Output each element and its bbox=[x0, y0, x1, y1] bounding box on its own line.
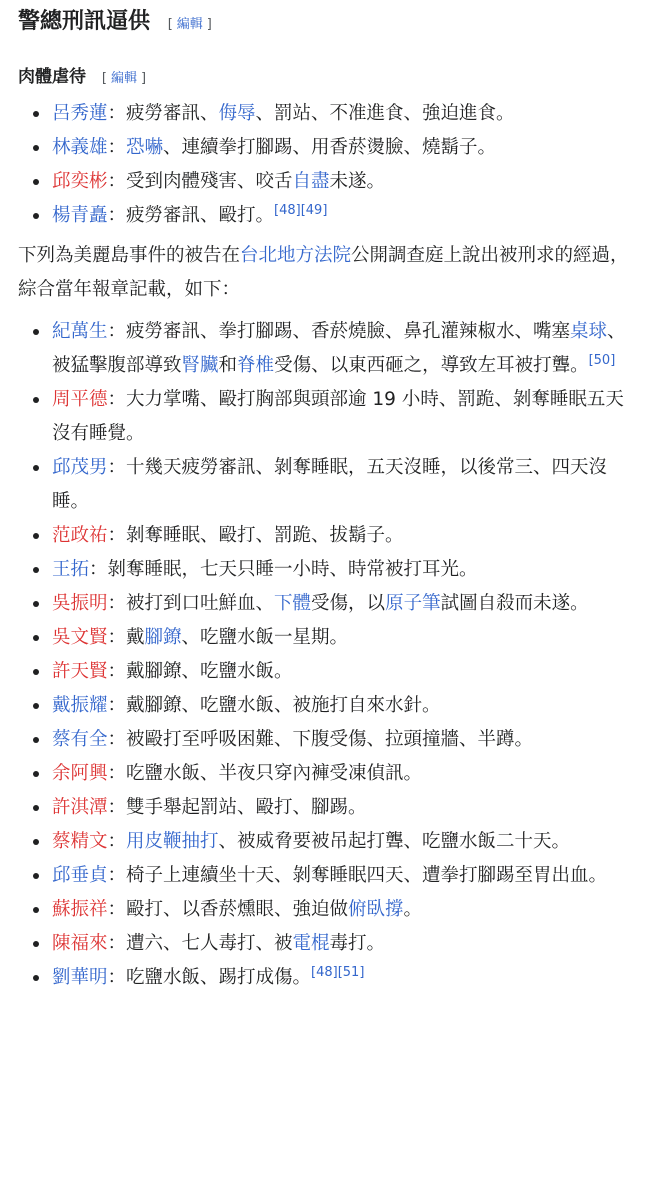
text-segment: ：疲勞審訊、毆打。 bbox=[107, 205, 275, 226]
text-segment: ：吃鹽水飯、半夜只穿內褲受凍偵訊。 bbox=[107, 763, 423, 784]
text-segment: ： bbox=[107, 831, 127, 852]
list-item bbox=[52, 893, 631, 927]
text-segment: 試圖自殺而未遂。 bbox=[440, 593, 589, 614]
text-segment: 、被威脅要被吊起打聾、吃鹽水飯二十天。 bbox=[218, 831, 571, 852]
person-name-link[interactable]: 邱垂貞 bbox=[52, 865, 108, 886]
person-name-link[interactable]: 蔡精文 bbox=[52, 831, 108, 852]
reference-link[interactable]: [48][51] bbox=[311, 964, 365, 980]
list-item bbox=[52, 757, 631, 791]
inline-link[interactable]: 電棍 bbox=[292, 933, 330, 954]
person-name-link[interactable]: 蔡有全 bbox=[52, 729, 108, 750]
person-name-link[interactable]: 陳福來 bbox=[52, 933, 108, 954]
list-item bbox=[52, 655, 631, 689]
list-item bbox=[52, 587, 631, 621]
section-title: 警總刑訊逼供 bbox=[18, 9, 151, 34]
text-segment: ：剝奪睡眠，七天只睡一小時、時常被打耳光。 bbox=[89, 559, 478, 580]
text-segment: 和 bbox=[218, 355, 238, 376]
text-segment: 下列為美麗島事件的被告在 bbox=[18, 245, 241, 266]
inline-link[interactable]: 下體 bbox=[274, 593, 312, 614]
section-heading bbox=[18, 6, 631, 41]
list-item bbox=[52, 859, 631, 893]
person-name-link[interactable]: 許天賢 bbox=[52, 661, 108, 682]
list-item bbox=[52, 553, 631, 587]
section-edit-link-wrapper: [ 編輯 ] bbox=[167, 17, 212, 32]
text-segment: 、吃鹽水飯一星期。 bbox=[181, 627, 349, 648]
text-segment: ：十幾天疲勞審訊、剝奪睡眠，五天沒睡，以後常三、四天沒睡。 bbox=[52, 457, 608, 512]
inline-link[interactable]: 脊椎 bbox=[237, 355, 275, 376]
list-item bbox=[52, 689, 631, 723]
list-item bbox=[52, 621, 631, 655]
inline-link[interactable]: 俯臥撐 bbox=[348, 899, 404, 920]
text-segment: ： bbox=[107, 137, 127, 158]
inline-link[interactable]: 侮辱 bbox=[218, 103, 256, 124]
list-item bbox=[52, 519, 631, 553]
list-item bbox=[52, 165, 631, 199]
list-item bbox=[52, 451, 631, 519]
text-segment: 。 bbox=[403, 899, 423, 920]
person-name-link[interactable]: 蘇振祥 bbox=[52, 899, 108, 920]
text-segment: ：剝奪睡眠、毆打、罰跪、拔鬍子。 bbox=[107, 525, 404, 546]
list-item bbox=[52, 383, 631, 451]
reference-link[interactable]: [50] bbox=[588, 352, 616, 368]
list-item bbox=[52, 961, 631, 995]
list-item bbox=[52, 723, 631, 757]
text-segment: ：毆打、以香菸燻眼、強迫做 bbox=[107, 899, 349, 920]
list-item bbox=[52, 825, 631, 859]
person-name-link[interactable]: 吳文賢 bbox=[52, 627, 108, 648]
person-name-link[interactable]: 范政祐 bbox=[52, 525, 108, 546]
torture-list-2 bbox=[18, 315, 631, 995]
text-segment: ：受到肉體殘害、咬舌 bbox=[107, 171, 293, 192]
inline-link[interactable]: 用皮鞭抽打 bbox=[126, 831, 219, 852]
text-segment: 、被猛擊腹部導致 bbox=[52, 321, 626, 376]
person-name-link[interactable]: 楊青矗 bbox=[52, 205, 108, 226]
list-item bbox=[52, 315, 631, 383]
text-segment: ：疲勞審訊、拳打腳踢、香菸燒臉、鼻孔灌辣椒水、嘴塞 bbox=[107, 321, 571, 342]
text-segment: ：雙手舉起罰站、毆打、腳踢。 bbox=[107, 797, 367, 818]
inline-link[interactable]: 腎臟 bbox=[181, 355, 219, 376]
text-segment: ：遭六、七人毒打、被 bbox=[107, 933, 293, 954]
text-segment: ：疲勞審訊、 bbox=[107, 103, 219, 124]
text-segment: ：被毆打至呼吸困難、下腹受傷、拉頭撞牆、半蹲。 bbox=[107, 729, 534, 750]
inline-link[interactable]: 原子筆 bbox=[385, 593, 441, 614]
person-name-link[interactable]: 劉華明 bbox=[52, 967, 108, 988]
list-item bbox=[52, 97, 631, 131]
person-name-link[interactable]: 邱茂男 bbox=[52, 457, 108, 478]
text-segment: ：椅子上連續坐十天、剝奪睡眠四天、遭拳打腳踢至胃出血。 bbox=[107, 865, 608, 886]
text-segment: 公開調查庭上說出被刑求的經過，綜合當年報章記載，如下： bbox=[18, 245, 629, 300]
intro-paragraph bbox=[18, 239, 631, 307]
person-name-link[interactable]: 吳振明 bbox=[52, 593, 108, 614]
reference-link[interactable]: [48][49] bbox=[274, 202, 328, 218]
list-item bbox=[52, 927, 631, 961]
subsection-edit-link-wrapper: [ 編輯 ] bbox=[101, 71, 147, 86]
subsection-title: 肉體虐待 bbox=[18, 67, 86, 87]
torture-list-1 bbox=[18, 97, 631, 233]
person-name-link[interactable]: 林義雄 bbox=[52, 137, 108, 158]
person-name-link[interactable]: 周平德 bbox=[52, 389, 108, 410]
list-item bbox=[52, 791, 631, 825]
person-name-link[interactable]: 許淇潭 bbox=[52, 797, 108, 818]
person-name-link[interactable]: 紀萬生 bbox=[52, 321, 108, 342]
text-segment: ：戴腳鐐、吃鹽水飯。 bbox=[107, 661, 293, 682]
person-name-link[interactable]: 呂秀蓮 bbox=[52, 103, 108, 124]
inline-link[interactable]: 自盡 bbox=[292, 171, 330, 192]
list-item bbox=[52, 131, 631, 165]
text-segment: 未遂。 bbox=[329, 171, 386, 192]
section-edit-link[interactable]: 編輯 bbox=[176, 17, 203, 32]
text-segment: 毒打。 bbox=[329, 933, 386, 954]
person-name-link[interactable]: 王拓 bbox=[52, 559, 90, 580]
text-segment: 受傷、以東西砸之，導致左耳被打聾。 bbox=[274, 355, 589, 376]
inline-link[interactable]: 腳鐐 bbox=[144, 627, 182, 648]
inline-link[interactable]: 台北地方法院 bbox=[240, 245, 352, 266]
text-segment: 、罰站、不准進食、強迫進食。 bbox=[255, 103, 515, 124]
person-name-link[interactable]: 邱奕彬 bbox=[52, 171, 108, 192]
person-name-link[interactable]: 戴振耀 bbox=[52, 695, 108, 716]
text-segment: ：被打到口吐鮮血、 bbox=[107, 593, 275, 614]
text-segment: 受傷，以 bbox=[311, 593, 386, 614]
text-segment: ：戴 bbox=[107, 627, 145, 648]
subsection-edit-link[interactable]: 編輯 bbox=[111, 71, 138, 86]
inline-link[interactable]: 恐嚇 bbox=[126, 137, 164, 158]
person-name-link[interactable]: 余阿興 bbox=[52, 763, 108, 784]
text-segment: ：吃鹽水飯、踢打成傷。 bbox=[107, 967, 312, 988]
list-item bbox=[52, 199, 631, 233]
text-segment: ：大力掌嘴、毆打胸部與頭部逾 19 小時、罰跪、剝奪睡眠五天沒有睡覺。 bbox=[52, 389, 624, 444]
text-segment: 、連續拳打腳踢、用香菸燙臉、燒鬍子。 bbox=[163, 137, 497, 158]
text-segment: ：戴腳鐐、吃鹽水飯、被施打自來水針。 bbox=[107, 695, 441, 716]
subsection-heading bbox=[18, 63, 631, 93]
inline-link[interactable]: 桌球 bbox=[570, 321, 608, 342]
